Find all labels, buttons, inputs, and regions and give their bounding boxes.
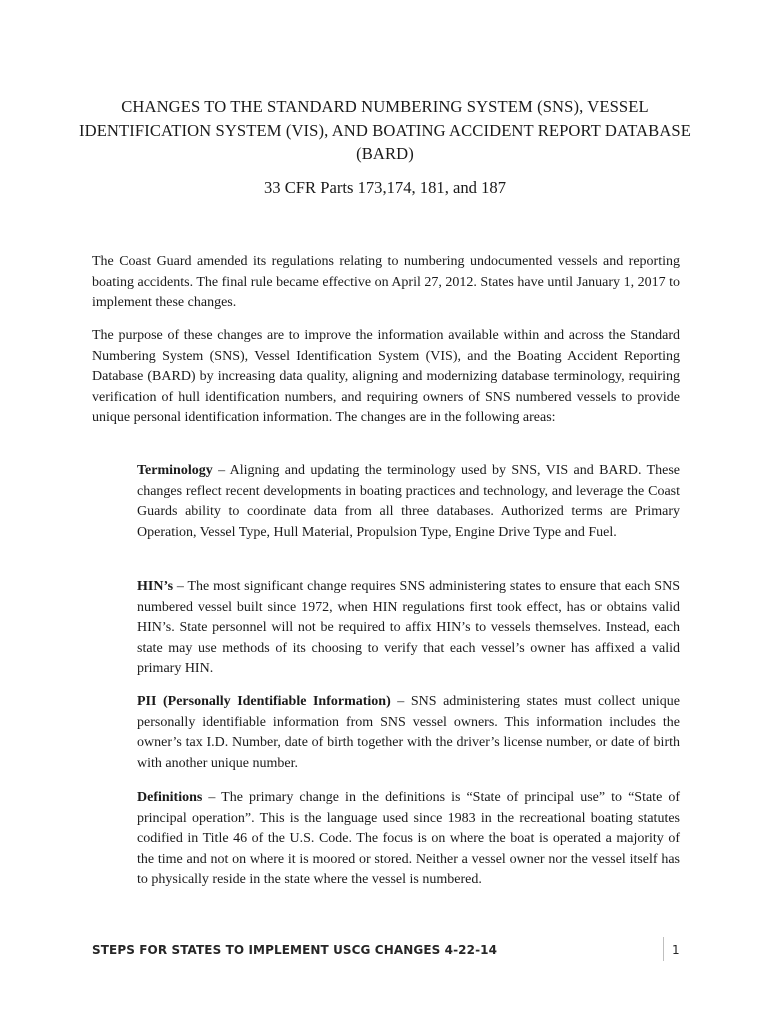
document-subtitle: 33 CFR Parts 173,174, 181, and 187 [263, 178, 506, 197]
terminology-item [137, 461, 680, 543]
document-title: CHANGES TO THE STANDARD NUMBERING SYSTEM (SNS), VESSEL IDENTIFICATION SYSTEM (VIS), AND BOATING ACCIDENT REPORT DATABASE (BARD) [78, 97, 691, 163]
definitions-item [137, 788, 680, 891]
footer-divider [663, 937, 664, 961]
page-number: 1 [672, 943, 680, 957]
hin-item [137, 577, 680, 680]
pii-term: PII (Personally Identifiable Information) [137, 694, 391, 709]
purpose-paragraph: The purpose of these changes are to improve the information available within and across the Standard Numbering System (SNS), Vessel Identification System (VIS), and the Boating Accident Reporting Database (BARD) by increasing data quality, aligning and modernizing database terminology, requiring verification of hull identification numbers, and requiring owners of SNS numbered vessels to provide unique personal identification information. The changes are in the following areas: [92, 328, 680, 426]
terminology-text: – Aligning and updating the terminology used by SNS, VIS and BARD. These changes reflect recent developments in boating practices and technology, and leverage the Coast Guards ability to coordinate data from all three databases. Authorized terms are Primary Operation, Vessel Type, Hull Material, Propulsion Type, Engine Drive Type and Fuel. [137, 463, 680, 540]
definitions-term: Definitions [137, 790, 203, 805]
intro-paragraph: The Coast Guard amended its regulations relating to numbering undocumented vessels and reporting boating accidents. The final rule became effective on April 27, 2012. States have until January 1, 2017 to implement these changes. [92, 254, 680, 311]
hin-text: – The most significant change requires SNS administering states to ensure that each SNS numbered vessel built since 1972, when HIN regulations first took effect, has or obtains valid HIN’s. State personnel will not be required to affix HIN’s to vessels themselves. Instead, each state may use methods of its choosing to verify that each vessel’s owner has affixed a valid primary HIN. [137, 579, 680, 677]
pii-item [137, 692, 680, 774]
hin-term: HIN’s [137, 579, 174, 594]
definitions-text: – The primary change in the definitions is “State of principal use” to “State of principal operation”. This is the language used since 1983 in the recreational boating statutes codified in Title 46 of the U.S. Code. The focus is on where the boat is operated a majority of the time and not on where it is moored or stored. Neither a vessel owner nor the vessel itself has to physically reside in the state where the vessel is numbered. [137, 790, 680, 888]
terminology-term: Terminology [137, 463, 213, 478]
pii-text: – SNS administering states must collect unique personally identifiable information from SNS vessel owners. This information includes the owner’s tax I.D. Number, date of birth together with the driver’s license number, or date of birth with another unique number. [137, 694, 680, 771]
footer-text: STEPS FOR STATES TO IMPLEMENT USCG CHANGES 4-22-14 [92, 943, 498, 957]
